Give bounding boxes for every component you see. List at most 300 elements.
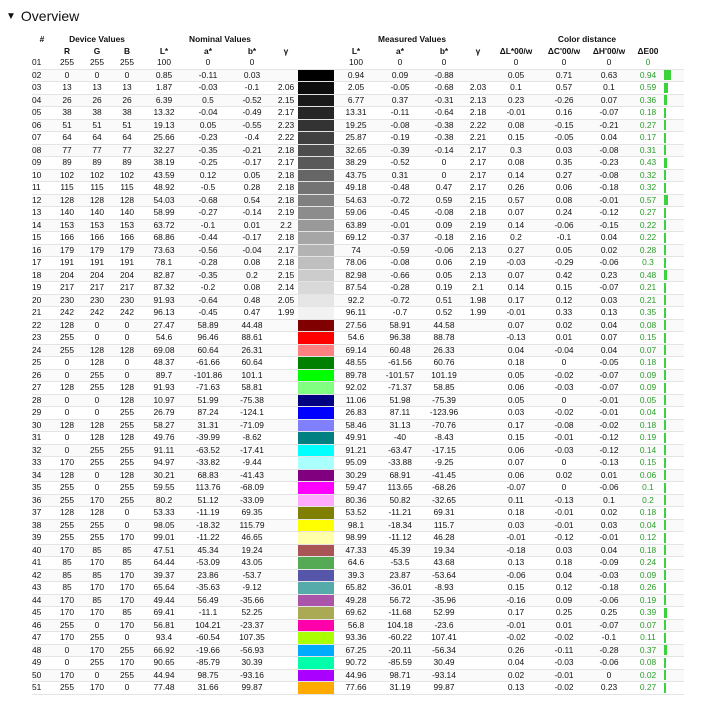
measured-gamma: [466, 457, 490, 470]
measured-b: -56.34: [432, 644, 456, 655]
measured-gamma: [466, 357, 490, 370]
nominal-a: -0.2: [200, 282, 216, 292]
delta-e-bar-fill: [664, 170, 666, 180]
delta-l: 0.23: [507, 94, 525, 105]
col-measured-b: b*: [439, 46, 449, 56]
nominal-a: 51.99: [197, 394, 219, 405]
device-g: 255: [90, 369, 104, 380]
device-g: 85: [92, 544, 102, 555]
color-swatch: [298, 407, 334, 420]
color-swatch: [298, 457, 334, 470]
delta-e: 0.19: [639, 594, 657, 605]
delta-e-bar: [664, 444, 684, 457]
delta-h: 0: [606, 57, 612, 67]
table-row: [32, 57, 684, 69]
device-b: 204: [120, 269, 134, 280]
nominal-l: 43.59: [153, 169, 175, 180]
measured-gamma: [466, 544, 490, 557]
nominal-b: 0.54: [243, 194, 261, 205]
delta-c: -0.03: [554, 382, 574, 392]
row-number: 27: [32, 382, 42, 392]
delta-l: 0: [513, 57, 519, 67]
nominal-gamma: [274, 594, 298, 607]
measured-gamma: [466, 682, 490, 695]
nominal-gamma: 2.15: [277, 269, 295, 280]
delta-e-bar-fill: [664, 670, 666, 680]
nominal-gamma: [274, 344, 298, 357]
device-g: 0: [94, 407, 100, 417]
nominal-a: -0.04: [198, 107, 218, 117]
delta-l: -0.06: [506, 569, 526, 580]
nominal-b: -0.49: [242, 107, 262, 117]
delta-l: 0.1: [510, 82, 522, 92]
delta-e-bar-fill: [664, 120, 666, 130]
measured-b: -0.38: [434, 119, 454, 130]
color-swatch: [298, 169, 334, 182]
delta-e-bar-fill: [664, 158, 667, 168]
nominal-gamma: 2.06: [277, 82, 295, 92]
device-g: 0: [94, 319, 100, 330]
device-g: 51: [92, 119, 102, 130]
row-number: 16: [32, 244, 42, 255]
measured-l: 2.05: [347, 82, 365, 92]
delta-l: 0.03: [507, 519, 525, 530]
nominal-b: 60.64: [241, 357, 263, 367]
delta-h: 0.03: [600, 294, 618, 305]
device-b: 166: [120, 232, 134, 242]
delta-e-bar: [664, 394, 684, 407]
delta-l: 0.17: [507, 607, 525, 617]
measured-b: -70.76: [432, 419, 456, 430]
device-b: 170: [120, 582, 134, 592]
measured-a: 87.11: [389, 407, 411, 417]
nominal-b: -0.17: [242, 232, 262, 242]
device-b: 255: [120, 419, 134, 430]
nominal-l: 32.27: [153, 144, 175, 155]
measured-l: 93.36: [345, 632, 367, 642]
nominal-a: -0.03: [198, 82, 218, 92]
device-b: 85: [122, 544, 132, 555]
delta-c: -0.02: [554, 632, 574, 642]
measured-a: -71.37: [388, 382, 412, 392]
measured-a: -11.21: [388, 507, 412, 517]
delta-e: 0.37: [639, 644, 657, 655]
nominal-gamma: 2.18: [277, 257, 295, 267]
nominal-b: 0.08: [243, 257, 261, 267]
device-g: 128: [90, 357, 104, 367]
nominal-a: -0.1: [200, 219, 216, 230]
measured-l: 87.54: [345, 282, 367, 292]
measured-l: 69.12: [345, 232, 367, 242]
color-swatch: [298, 632, 334, 645]
delta-e-bar-fill: [664, 433, 666, 443]
measured-b: 0: [441, 169, 447, 180]
measured-gamma: 2.03: [469, 82, 487, 92]
delta-e-bar-fill: [664, 145, 666, 155]
measured-gamma: [466, 369, 490, 382]
row-number: 28: [32, 394, 42, 405]
delta-c: 0.25: [555, 607, 573, 617]
col-nominal-l: L*: [159, 46, 169, 56]
measured-a: -63.47: [388, 444, 412, 455]
measured-b: -0.88: [434, 69, 454, 80]
delta-h: 0.02: [600, 244, 618, 255]
device-r: 255: [60, 332, 74, 342]
measured-gamma: [466, 657, 490, 670]
nominal-l: 26.79: [153, 407, 175, 417]
device-b: 217: [120, 282, 134, 292]
color-swatch: [298, 607, 334, 620]
measured-a: -0.52: [390, 157, 410, 167]
device-b: 255: [120, 494, 134, 505]
device-r: 0: [64, 69, 70, 80]
delta-e: 0.17: [639, 132, 657, 142]
measured-gamma: [466, 669, 490, 682]
delta-e-bar-fill: [664, 220, 666, 230]
measured-b: -0.64: [434, 107, 454, 117]
device-r: 0: [64, 357, 70, 367]
nominal-gamma: 2.18: [277, 194, 295, 205]
measured-b: 44.58: [433, 319, 455, 330]
delta-e: 0.1: [642, 482, 654, 492]
delta-e-bar: [664, 269, 684, 282]
measured-l: 65.82: [345, 582, 367, 592]
color-swatch: [298, 657, 334, 670]
nominal-a: -0.27: [198, 207, 218, 217]
delta-e-bar: [664, 557, 684, 570]
measured-l: 53.52: [345, 507, 367, 517]
nominal-b: 88.61: [241, 332, 263, 342]
color-swatch: [298, 157, 334, 170]
nominal-a: -0.11: [198, 69, 218, 80]
table-row: [32, 432, 684, 445]
delta-h: -0.1: [601, 632, 617, 642]
measured-b: -9.25: [434, 457, 454, 467]
delta-e-bar: [664, 244, 684, 257]
device-r: 204: [60, 269, 74, 280]
delta-h: -0.23: [599, 157, 619, 167]
table-row: [32, 157, 684, 170]
measured-gamma: 2.17: [469, 157, 487, 167]
color-swatch: [298, 257, 334, 270]
nominal-b: -68.09: [240, 482, 264, 492]
nominal-b: 44.48: [241, 319, 263, 330]
delta-l: 0.05: [507, 394, 525, 405]
device-b: 128: [120, 469, 134, 480]
nominal-a: -0.64: [198, 294, 218, 305]
group-measured-values: Measured Values: [378, 34, 446, 44]
delta-c: 0.01: [555, 332, 573, 342]
nominal-l: 13.32: [153, 107, 175, 117]
nominal-l: 80.2: [155, 494, 173, 505]
row-number: 36: [32, 494, 42, 505]
table-row: [32, 469, 684, 482]
delta-l: 0.15: [507, 132, 525, 142]
measured-a: 0.09: [391, 69, 409, 80]
table-row: [32, 207, 684, 220]
measured-l: 13.31: [345, 107, 367, 117]
measured-a: -0.45: [390, 207, 410, 217]
nominal-b: -23.37: [240, 619, 264, 630]
measured-a: -0.39: [390, 144, 410, 155]
delta-l: 0.02: [507, 669, 525, 680]
nominal-gamma: 2.18: [277, 169, 295, 180]
row-number: 37: [32, 507, 42, 517]
table-row: [32, 632, 684, 645]
table-row: [32, 344, 684, 357]
delta-e-bar-fill: [664, 520, 666, 530]
device-g: 140: [90, 207, 104, 217]
delta-h: 0.25: [600, 607, 618, 617]
delta-l: -0.01: [506, 307, 526, 317]
table-row: [32, 444, 684, 457]
color-swatch: [298, 382, 334, 395]
delta-c: 0.05: [555, 244, 573, 255]
delta-c: -0.05: [554, 132, 574, 142]
device-g: 13: [92, 82, 102, 92]
device-r: 115: [60, 182, 74, 192]
device-g: 0: [94, 332, 100, 342]
measured-b: 0.09: [435, 219, 453, 230]
delta-l: 0.27: [507, 244, 525, 255]
device-b: 128: [120, 194, 134, 205]
delta-c: -0.01: [554, 519, 574, 530]
delta-e-bar-fill: [664, 633, 666, 643]
table-row: [32, 244, 684, 257]
measured-gamma: [466, 394, 490, 407]
measured-a: 51.98: [389, 394, 411, 405]
nominal-gamma: 2.23: [277, 119, 295, 130]
delta-e-bar: [664, 569, 684, 582]
measured-b: 60.76: [433, 357, 455, 367]
color-swatch: [298, 232, 334, 245]
delta-e: 0.18: [639, 419, 657, 430]
measured-b: 0.51: [435, 294, 453, 305]
col-measured-gamma: γ: [475, 46, 481, 56]
nominal-a: 31.66: [197, 682, 219, 692]
delta-e-bar-fill: [664, 495, 666, 505]
device-b: 170: [120, 594, 134, 605]
delta-l: 0.04: [507, 657, 525, 667]
nominal-b: 101.1: [241, 369, 263, 380]
device-b: 191: [120, 257, 134, 267]
delta-c: 0.15: [555, 282, 573, 292]
measured-b: 101.19: [431, 369, 457, 380]
delta-l: 0.05: [507, 369, 525, 380]
delta-c: 0: [561, 482, 567, 492]
nominal-b: 0.2: [246, 269, 258, 280]
measured-b: -0.38: [434, 132, 454, 142]
nominal-b: -9.12: [242, 582, 262, 592]
delta-e-bar-fill: [664, 308, 666, 318]
delta-l: 0.06: [507, 382, 525, 392]
delta-c: 0.03: [555, 544, 573, 555]
device-r: 51: [62, 119, 72, 130]
measured-b: 30.49: [433, 657, 455, 667]
measured-b: 46.28: [433, 532, 455, 542]
measured-l: 30.29: [345, 469, 367, 480]
measured-a: 96.38: [389, 332, 411, 342]
nominal-b: -71.09: [240, 419, 264, 430]
device-b: 64: [122, 132, 132, 142]
measured-a: 113.65: [387, 482, 413, 492]
nominal-gamma: [274, 682, 298, 695]
row-number: 35: [32, 482, 42, 492]
device-g: 170: [90, 582, 104, 592]
device-r: 85: [62, 557, 72, 567]
delta-h: -0.08: [599, 169, 619, 180]
nominal-gamma: [274, 69, 298, 82]
device-r: 166: [60, 232, 74, 242]
delta-h: -0.06: [599, 482, 619, 492]
delta-l: -0.07: [506, 482, 526, 492]
nominal-a: 58.89: [197, 319, 219, 330]
nominal-a: -0.5: [200, 182, 216, 192]
nominal-b: 0.08: [243, 282, 261, 292]
measured-a: 0.31: [391, 169, 409, 180]
delta-e-bar: [664, 119, 684, 132]
delta-e: 0.59: [639, 82, 657, 92]
delta-e-bar-fill: [664, 270, 667, 280]
nominal-a: -0.23: [198, 132, 218, 142]
delta-e-bar-fill: [664, 533, 666, 543]
nominal-l: 47.51: [153, 544, 175, 555]
nominal-gamma: 2.17: [277, 107, 295, 117]
delta-c: 0.33: [555, 307, 573, 317]
device-b: 170: [120, 569, 134, 580]
measured-b: 0.19: [435, 282, 453, 292]
delta-h: 0.02: [600, 507, 618, 517]
nominal-b: -0.14: [242, 207, 262, 217]
delta-l: 0.04: [507, 344, 525, 355]
row-number: 30: [32, 419, 42, 430]
nominal-b: -93.16: [240, 669, 264, 680]
delta-l: 0.17: [507, 419, 525, 430]
delta-l: -0.02: [506, 632, 526, 642]
device-b: 128: [120, 432, 134, 442]
table-row: [32, 619, 684, 632]
nominal-a: -0.68: [198, 194, 218, 205]
color-swatch: [298, 144, 334, 157]
nominal-b: -9.44: [242, 457, 262, 467]
table-row: [32, 532, 684, 545]
measured-a: -0.37: [390, 232, 410, 242]
delta-c: -0.01: [554, 507, 574, 517]
nominal-gamma: [274, 519, 298, 532]
measured-l: 27.56: [345, 319, 367, 330]
section-title: Overview: [20, 8, 80, 24]
nominal-b: 0.48: [243, 294, 261, 305]
delta-e-bar-fill: [664, 208, 666, 218]
row-number: 21: [32, 307, 42, 317]
delta-e: 0.24: [639, 557, 657, 567]
device-r: 128: [60, 382, 74, 392]
measured-l: 98.99: [345, 532, 367, 542]
device-r: 89: [62, 157, 72, 167]
delta-e-bar-fill: [664, 620, 666, 630]
nominal-gamma: [274, 582, 298, 595]
overview-toggle[interactable]: [6, 8, 79, 24]
nominal-gamma: [274, 569, 298, 582]
delta-e-bar: [664, 169, 684, 182]
table-row: [32, 294, 684, 307]
row-number: 11: [32, 182, 41, 192]
device-b: 255: [120, 644, 134, 655]
delta-e-bar-fill: [664, 108, 666, 118]
row-number: 18: [32, 269, 42, 280]
delta-e-bar: [664, 594, 684, 607]
measured-gamma: [466, 494, 490, 507]
delta-e: 0.27: [639, 682, 657, 692]
delta-h: -0.09: [599, 557, 619, 567]
nominal-a: 98.75: [197, 669, 219, 680]
table-row: [32, 657, 684, 670]
nominal-gamma: [274, 369, 298, 382]
delta-l: 0.15: [507, 582, 525, 592]
nominal-a: -35.63: [196, 582, 220, 592]
delta-h: -0.06: [599, 594, 619, 605]
measured-gamma: 2.13: [469, 244, 487, 255]
measured-a: -85.59: [388, 657, 412, 667]
device-b: 85: [122, 607, 132, 617]
delta-e-bar: [664, 144, 684, 157]
nominal-b: 43.05: [241, 557, 263, 567]
measured-a: -0.59: [390, 244, 410, 255]
nominal-a: -53.09: [196, 557, 220, 567]
delta-e-bar-fill: [664, 245, 666, 255]
measured-b: -8.43: [434, 432, 454, 442]
measured-b: -0.68: [434, 82, 454, 92]
device-r: 0: [64, 394, 70, 405]
nominal-a: -11.1: [198, 607, 218, 617]
delta-e: 0.09: [639, 569, 657, 580]
device-g: 170: [90, 644, 104, 655]
nominal-a: -0.35: [198, 269, 218, 280]
row-number: 07: [32, 132, 42, 142]
nominal-b: 0: [249, 57, 255, 67]
delta-h: 0.1: [603, 494, 615, 505]
delta-e-bar: [664, 194, 684, 207]
measured-b: 58.85: [433, 382, 455, 392]
color-swatch: [298, 119, 334, 132]
measured-gamma: 2.15: [469, 194, 487, 205]
delta-e: 0.07: [639, 344, 657, 355]
nominal-b: -0.1: [244, 82, 260, 92]
delta-c: 0.57: [555, 82, 573, 92]
color-swatch: [298, 532, 334, 545]
measured-gamma: [466, 607, 490, 620]
delta-e-bar: [664, 107, 684, 120]
device-b: 255: [120, 669, 134, 680]
delta-e: 0.18: [639, 507, 657, 517]
device-b: 0: [124, 369, 130, 380]
measured-l: 64.6: [347, 557, 365, 567]
nominal-b: 58.81: [241, 382, 263, 392]
nominal-l: 100: [157, 57, 171, 67]
row-number: 42: [32, 569, 42, 580]
nominal-gamma: 2.18: [277, 232, 295, 242]
group-color-distance: Color distance: [557, 34, 617, 44]
device-r: 0: [64, 432, 70, 442]
nominal-b: 99.87: [241, 682, 263, 692]
device-b: 230: [120, 294, 134, 305]
delta-e: 0.35: [639, 307, 657, 317]
device-r: 128: [60, 469, 74, 480]
device-b: 115: [120, 182, 134, 192]
measured-a: -33.88: [388, 457, 412, 467]
measured-b: -0.14: [434, 144, 454, 155]
nominal-b: 0.47: [243, 307, 261, 317]
